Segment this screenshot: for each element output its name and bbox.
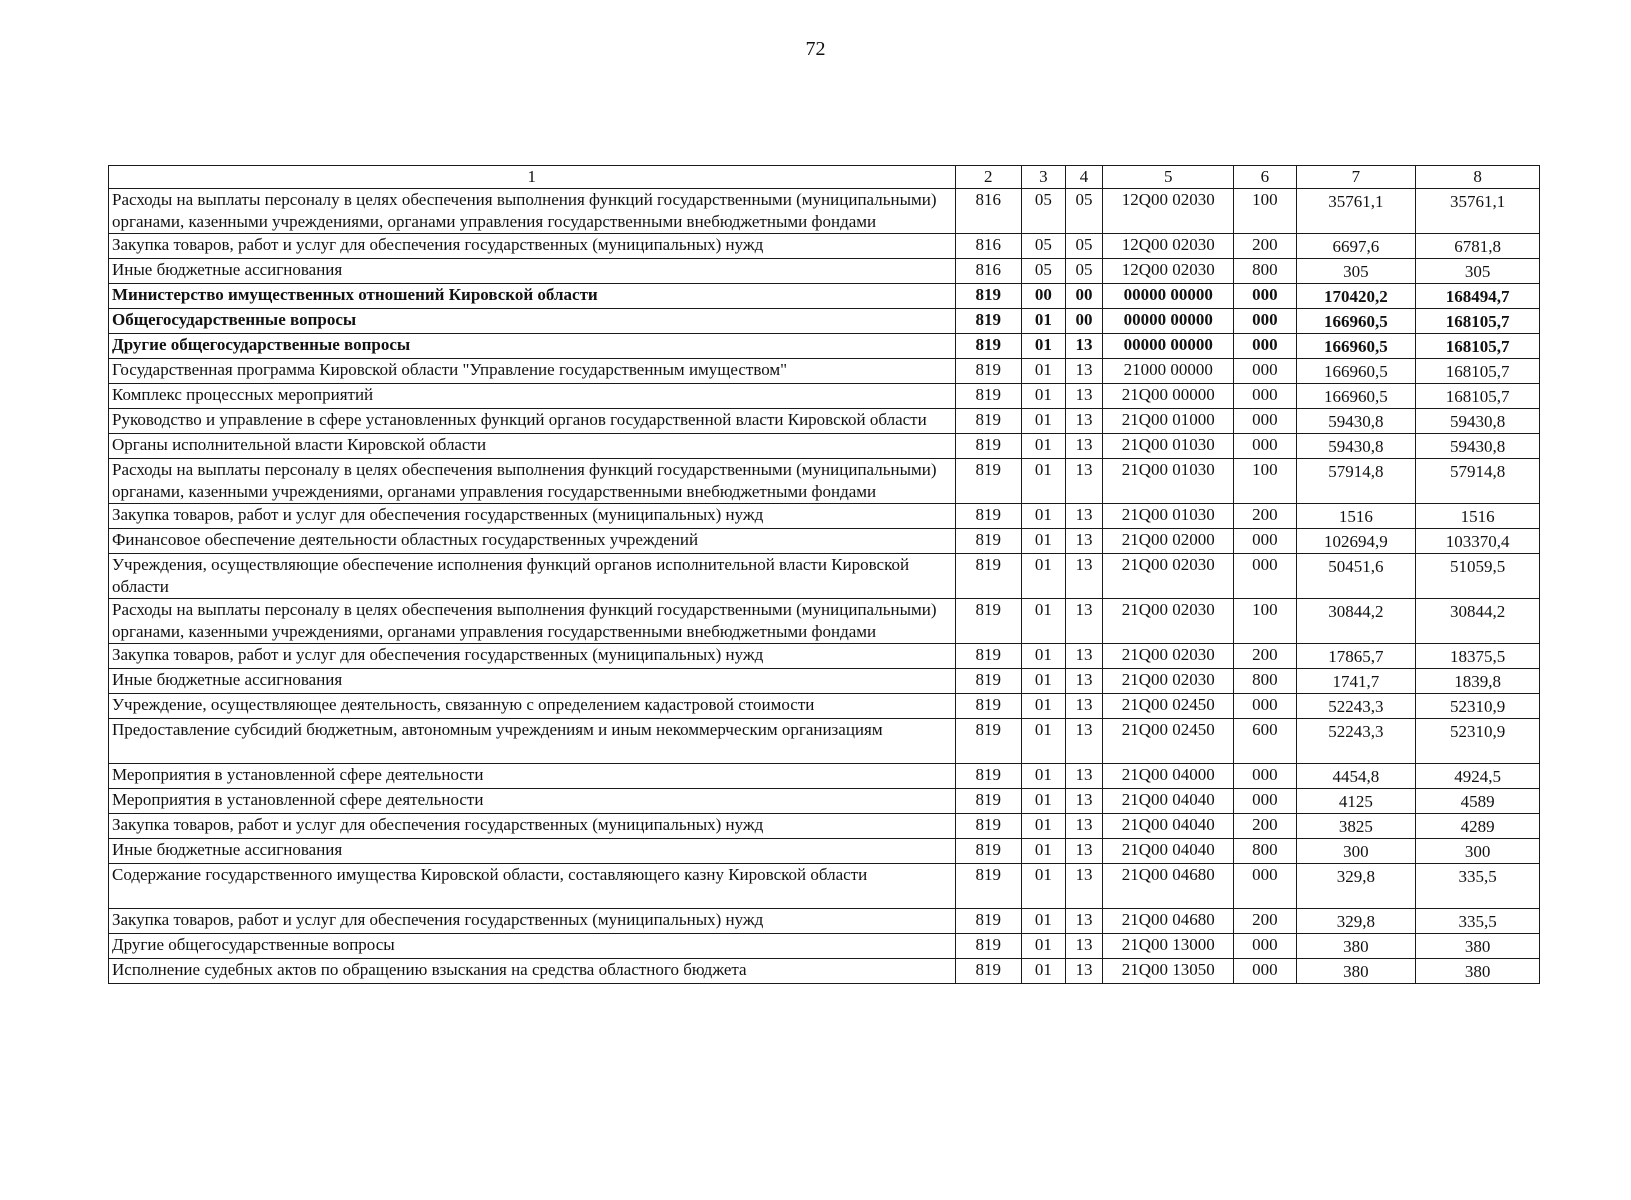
header-col-2: 2 <box>955 166 1022 189</box>
cell-expense-type: 800 <box>1234 259 1296 284</box>
cell-name: Государственная программа Кировской области "Управление государственным имуществом" <box>109 359 956 384</box>
cell-amount-2: 168105,7 <box>1416 334 1540 359</box>
cell-grbs: 819 <box>955 554 1022 599</box>
cell-name: Закупка товаров, работ и услуг для обеспечения государственных (муниципальных) нужд <box>109 234 956 259</box>
cell-amount-1: 166960,5 <box>1296 384 1416 409</box>
cell-grbs: 819 <box>955 669 1022 694</box>
cell-section: 01 <box>1022 599 1066 644</box>
table-row <box>109 599 1540 644</box>
cell-target-article: 21Q00 02030 <box>1103 554 1234 599</box>
cell-section: 01 <box>1022 309 1066 334</box>
cell-name: Мероприятия в установленной сфере деятельности <box>109 764 956 789</box>
cell-amount-1: 300 <box>1296 839 1416 864</box>
cell-expense-type: 000 <box>1234 694 1296 719</box>
table-body <box>109 189 1540 984</box>
cell-amount-2: 335,5 <box>1416 864 1540 909</box>
cell-subsection: 13 <box>1065 434 1102 459</box>
table-row <box>109 284 1540 309</box>
cell-grbs: 819 <box>955 864 1022 909</box>
cell-section: 01 <box>1022 669 1066 694</box>
cell-section: 01 <box>1022 359 1066 384</box>
cell-name: Расходы на выплаты персоналу в целях обеспечения выполнения функций государственными (муниципальными) органами, казенными учреждениями, органами управления государственными внебюджетными фондами <box>109 599 956 644</box>
cell-name: Закупка товаров, работ и услуг для обеспечения государственных (муниципальных) нужд <box>109 909 956 934</box>
cell-subsection: 13 <box>1065 959 1102 984</box>
cell-name: Министерство имущественных отношений Кировской области <box>109 284 956 309</box>
cell-grbs: 819 <box>955 309 1022 334</box>
cell-target-article: 21Q00 01030 <box>1103 459 1234 504</box>
cell-expense-type: 000 <box>1234 359 1296 384</box>
table-row <box>109 789 1540 814</box>
cell-grbs: 819 <box>955 599 1022 644</box>
cell-section: 05 <box>1022 189 1066 234</box>
header-col-1: 1 <box>109 166 956 189</box>
cell-subsection: 13 <box>1065 359 1102 384</box>
cell-expense-type: 200 <box>1234 814 1296 839</box>
cell-name: Учреждение, осуществляющее деятельность, связанную с определением кадастровой стоимости <box>109 694 956 719</box>
cell-target-article: 12Q00 02030 <box>1103 259 1234 284</box>
cell-expense-type: 000 <box>1234 384 1296 409</box>
cell-subsection: 13 <box>1065 909 1102 934</box>
cell-amount-2: 35761,1 <box>1416 189 1540 234</box>
table-row <box>109 434 1540 459</box>
table-row <box>109 189 1540 234</box>
cell-subsection: 13 <box>1065 669 1102 694</box>
cell-amount-2: 103370,4 <box>1416 529 1540 554</box>
cell-subsection: 13 <box>1065 504 1102 529</box>
cell-amount-1: 57914,8 <box>1296 459 1416 504</box>
cell-amount-1: 166960,5 <box>1296 309 1416 334</box>
cell-grbs: 819 <box>955 434 1022 459</box>
cell-target-article: 21Q00 13050 <box>1103 959 1234 984</box>
cell-section: 01 <box>1022 764 1066 789</box>
cell-subsection: 13 <box>1065 599 1102 644</box>
cell-grbs: 816 <box>955 259 1022 284</box>
cell-expense-type: 100 <box>1234 599 1296 644</box>
cell-name: Иные бюджетные ассигнования <box>109 259 956 284</box>
cell-amount-1: 329,8 <box>1296 864 1416 909</box>
cell-subsection: 13 <box>1065 409 1102 434</box>
cell-amount-1: 6697,6 <box>1296 234 1416 259</box>
cell-expense-type: 000 <box>1234 934 1296 959</box>
cell-amount-2: 4289 <box>1416 814 1540 839</box>
table-row <box>109 764 1540 789</box>
cell-target-article: 21Q00 01030 <box>1103 504 1234 529</box>
cell-amount-1: 17865,7 <box>1296 644 1416 669</box>
cell-expense-type: 200 <box>1234 504 1296 529</box>
cell-grbs: 819 <box>955 789 1022 814</box>
cell-expense-type: 800 <box>1234 669 1296 694</box>
table-row <box>109 384 1540 409</box>
cell-subsection: 13 <box>1065 694 1102 719</box>
cell-target-article: 21Q00 04040 <box>1103 789 1234 814</box>
table-row <box>109 234 1540 259</box>
table-row <box>109 459 1540 504</box>
cell-subsection: 13 <box>1065 644 1102 669</box>
cell-target-article: 21Q00 02450 <box>1103 694 1234 719</box>
cell-grbs: 819 <box>955 644 1022 669</box>
cell-target-article: 21Q00 04040 <box>1103 839 1234 864</box>
cell-amount-2: 4924,5 <box>1416 764 1540 789</box>
cell-name: Другие общегосударственные вопросы <box>109 334 956 359</box>
cell-target-article: 21Q00 02030 <box>1103 599 1234 644</box>
cell-amount-2: 168494,7 <box>1416 284 1540 309</box>
cell-target-article: 12Q00 02030 <box>1103 234 1234 259</box>
cell-subsection: 13 <box>1065 814 1102 839</box>
cell-expense-type: 000 <box>1234 334 1296 359</box>
cell-amount-1: 380 <box>1296 934 1416 959</box>
cell-expense-type: 200 <box>1234 909 1296 934</box>
cell-section: 00 <box>1022 284 1066 309</box>
cell-amount-1: 1741,7 <box>1296 669 1416 694</box>
table-row <box>109 959 1540 984</box>
cell-subsection: 13 <box>1065 764 1102 789</box>
cell-section: 01 <box>1022 694 1066 719</box>
cell-subsection: 00 <box>1065 309 1102 334</box>
cell-target-article: 21Q00 02030 <box>1103 644 1234 669</box>
cell-amount-2: 4589 <box>1416 789 1540 814</box>
cell-expense-type: 000 <box>1234 764 1296 789</box>
cell-name: Учреждения, осуществляющие обеспечение исполнения функций органов исполнительной власти Кировской области <box>109 554 956 599</box>
cell-amount-1: 59430,8 <box>1296 434 1416 459</box>
table-row <box>109 909 1540 934</box>
cell-grbs: 819 <box>955 694 1022 719</box>
cell-amount-1: 166960,5 <box>1296 359 1416 384</box>
cell-target-article: 21Q00 01000 <box>1103 409 1234 434</box>
cell-section: 01 <box>1022 334 1066 359</box>
cell-amount-2: 59430,8 <box>1416 434 1540 459</box>
cell-target-article: 21Q00 02000 <box>1103 529 1234 554</box>
cell-section: 01 <box>1022 434 1066 459</box>
table-row <box>109 359 1540 384</box>
header-col-4: 4 <box>1065 166 1102 189</box>
cell-grbs: 819 <box>955 529 1022 554</box>
cell-name: Исполнение судебных актов по обращению взыскания на средства областного бюджета <box>109 959 956 984</box>
cell-section: 01 <box>1022 864 1066 909</box>
cell-expense-type: 000 <box>1234 434 1296 459</box>
cell-grbs: 819 <box>955 334 1022 359</box>
cell-name: Иные бюджетные ассигнования <box>109 839 956 864</box>
table-row <box>109 259 1540 284</box>
cell-amount-2: 335,5 <box>1416 909 1540 934</box>
page-number: 72 <box>805 38 826 60</box>
cell-expense-type: 100 <box>1234 189 1296 234</box>
cell-section: 01 <box>1022 384 1066 409</box>
cell-expense-type: 800 <box>1234 839 1296 864</box>
cell-name: Финансовое обеспечение деятельности областных государственных учреждений <box>109 529 956 554</box>
cell-subsection: 13 <box>1065 384 1102 409</box>
budget-table <box>108 165 1540 984</box>
cell-amount-1: 30844,2 <box>1296 599 1416 644</box>
cell-target-article: 21Q00 04000 <box>1103 764 1234 789</box>
cell-amount-1: 305 <box>1296 259 1416 284</box>
cell-subsection: 13 <box>1065 719 1102 764</box>
cell-section: 01 <box>1022 839 1066 864</box>
cell-subsection: 05 <box>1065 189 1102 234</box>
cell-section: 05 <box>1022 259 1066 284</box>
header-col-3: 3 <box>1022 166 1066 189</box>
cell-expense-type: 200 <box>1234 644 1296 669</box>
cell-grbs: 819 <box>955 814 1022 839</box>
header-row <box>109 166 1540 189</box>
header-col-5: 5 <box>1103 166 1234 189</box>
cell-target-article: 00000 00000 <box>1103 334 1234 359</box>
table-row <box>109 504 1540 529</box>
cell-expense-type: 100 <box>1234 459 1296 504</box>
cell-name: Закупка товаров, работ и услуг для обеспечения государственных (муниципальных) нужд <box>109 644 956 669</box>
cell-amount-2: 168105,7 <box>1416 359 1540 384</box>
cell-expense-type: 000 <box>1234 554 1296 599</box>
cell-grbs: 819 <box>955 504 1022 529</box>
cell-grbs: 819 <box>955 839 1022 864</box>
cell-expense-type: 200 <box>1234 234 1296 259</box>
table-row <box>109 409 1540 434</box>
cell-expense-type: 000 <box>1234 409 1296 434</box>
cell-expense-type: 000 <box>1234 959 1296 984</box>
cell-section: 01 <box>1022 814 1066 839</box>
table-row <box>109 864 1540 909</box>
cell-target-article: 21Q00 04040 <box>1103 814 1234 839</box>
cell-expense-type: 000 <box>1234 309 1296 334</box>
cell-amount-2: 52310,9 <box>1416 719 1540 764</box>
cell-section: 01 <box>1022 789 1066 814</box>
cell-target-article: 12Q00 02030 <box>1103 189 1234 234</box>
cell-target-article: 21Q00 13000 <box>1103 934 1234 959</box>
cell-name: Общегосударственные вопросы <box>109 309 956 334</box>
cell-grbs: 819 <box>955 459 1022 504</box>
cell-subsection: 13 <box>1065 529 1102 554</box>
cell-name: Содержание государственного имущества Кировской области, составляющего казну Кировской области <box>109 864 956 909</box>
cell-amount-1: 102694,9 <box>1296 529 1416 554</box>
cell-amount-1: 1516 <box>1296 504 1416 529</box>
cell-amount-1: 3825 <box>1296 814 1416 839</box>
cell-grbs: 819 <box>955 764 1022 789</box>
cell-name: Закупка товаров, работ и услуг для обеспечения государственных (муниципальных) нужд <box>109 504 956 529</box>
cell-target-article: 00000 00000 <box>1103 309 1234 334</box>
cell-section: 01 <box>1022 409 1066 434</box>
cell-subsection: 13 <box>1065 934 1102 959</box>
cell-amount-2: 52310,9 <box>1416 694 1540 719</box>
cell-amount-2: 1516 <box>1416 504 1540 529</box>
cell-amount-2: 305 <box>1416 259 1540 284</box>
cell-amount-2: 380 <box>1416 934 1540 959</box>
table-row <box>109 814 1540 839</box>
cell-expense-type: 600 <box>1234 719 1296 764</box>
table-row <box>109 334 1540 359</box>
cell-grbs: 819 <box>955 384 1022 409</box>
cell-name: Расходы на выплаты персоналу в целях обеспечения выполнения функций государственными (муниципальными) органами, казенными учреждениями, органами управления государственными внебюджетными фондами <box>109 189 956 234</box>
cell-grbs: 819 <box>955 719 1022 764</box>
cell-section: 01 <box>1022 554 1066 599</box>
cell-section: 01 <box>1022 459 1066 504</box>
cell-amount-1: 52243,3 <box>1296 694 1416 719</box>
cell-amount-1: 52243,3 <box>1296 719 1416 764</box>
cell-name: Расходы на выплаты персоналу в целях обеспечения выполнения функций государственными (муниципальными) органами, казенными учреждениями, органами управления государственными внебюджетными фондами <box>109 459 956 504</box>
cell-section: 01 <box>1022 644 1066 669</box>
table-row <box>109 529 1540 554</box>
cell-amount-2: 18375,5 <box>1416 644 1540 669</box>
cell-name: Комплекс процессных мероприятий <box>109 384 956 409</box>
cell-amount-2: 57914,8 <box>1416 459 1540 504</box>
cell-subsection: 13 <box>1065 334 1102 359</box>
cell-target-article: 21Q00 00000 <box>1103 384 1234 409</box>
cell-section: 01 <box>1022 934 1066 959</box>
cell-grbs: 819 <box>955 959 1022 984</box>
cell-section: 01 <box>1022 909 1066 934</box>
cell-grbs: 819 <box>955 409 1022 434</box>
table-row <box>109 644 1540 669</box>
cell-amount-1: 4125 <box>1296 789 1416 814</box>
cell-name: Иные бюджетные ассигнования <box>109 669 956 694</box>
header-col-6: 6 <box>1234 166 1296 189</box>
cell-subsection: 05 <box>1065 234 1102 259</box>
cell-amount-2: 51059,5 <box>1416 554 1540 599</box>
cell-amount-1: 35761,1 <box>1296 189 1416 234</box>
cell-name: Закупка товаров, работ и услуг для обеспечения государственных (муниципальных) нужд <box>109 814 956 839</box>
cell-amount-1: 170420,2 <box>1296 284 1416 309</box>
cell-target-article: 21000 00000 <box>1103 359 1234 384</box>
table-row <box>109 934 1540 959</box>
cell-name: Органы исполнительной власти Кировской области <box>109 434 956 459</box>
cell-amount-1: 329,8 <box>1296 909 1416 934</box>
cell-subsection: 13 <box>1065 459 1102 504</box>
cell-amount-2: 59430,8 <box>1416 409 1540 434</box>
cell-amount-2: 168105,7 <box>1416 309 1540 334</box>
cell-grbs: 819 <box>955 284 1022 309</box>
header-col-7: 7 <box>1296 166 1416 189</box>
cell-amount-1: 59430,8 <box>1296 409 1416 434</box>
cell-section: 01 <box>1022 529 1066 554</box>
cell-amount-1: 4454,8 <box>1296 764 1416 789</box>
cell-amount-1: 166960,5 <box>1296 334 1416 359</box>
cell-target-article: 21Q00 02450 <box>1103 719 1234 764</box>
cell-amount-2: 380 <box>1416 959 1540 984</box>
cell-subsection: 13 <box>1065 554 1102 599</box>
table-row <box>109 694 1540 719</box>
cell-grbs: 816 <box>955 234 1022 259</box>
cell-subsection: 13 <box>1065 789 1102 814</box>
cell-name: Руководство и управление в сфере установленных функций органов государственной власти Кировской области <box>109 409 956 434</box>
table-row <box>109 839 1540 864</box>
cell-name: Другие общегосударственные вопросы <box>109 934 956 959</box>
cell-section: 05 <box>1022 234 1066 259</box>
cell-subsection: 13 <box>1065 864 1102 909</box>
cell-expense-type: 000 <box>1234 789 1296 814</box>
cell-amount-2: 168105,7 <box>1416 384 1540 409</box>
table-row <box>109 669 1540 694</box>
cell-target-article: 00000 00000 <box>1103 284 1234 309</box>
cell-section: 01 <box>1022 504 1066 529</box>
cell-amount-2: 1839,8 <box>1416 669 1540 694</box>
cell-amount-2: 30844,2 <box>1416 599 1540 644</box>
cell-target-article: 21Q00 04680 <box>1103 864 1234 909</box>
cell-name: Мероприятия в установленной сфере деятельности <box>109 789 956 814</box>
table-row <box>109 554 1540 599</box>
cell-target-article: 21Q00 02030 <box>1103 669 1234 694</box>
cell-subsection: 05 <box>1065 259 1102 284</box>
cell-amount-1: 50451,6 <box>1296 554 1416 599</box>
header-col-8: 8 <box>1416 166 1540 189</box>
cell-grbs: 816 <box>955 189 1022 234</box>
cell-expense-type: 000 <box>1234 529 1296 554</box>
table-row <box>109 719 1540 764</box>
cell-subsection: 00 <box>1065 284 1102 309</box>
cell-amount-2: 300 <box>1416 839 1540 864</box>
cell-grbs: 819 <box>955 934 1022 959</box>
cell-target-article: 21Q00 04680 <box>1103 909 1234 934</box>
table-row <box>109 309 1540 334</box>
cell-amount-1: 380 <box>1296 959 1416 984</box>
cell-section: 01 <box>1022 719 1066 764</box>
cell-target-article: 21Q00 01030 <box>1103 434 1234 459</box>
cell-expense-type: 000 <box>1234 864 1296 909</box>
cell-grbs: 819 <box>955 359 1022 384</box>
cell-subsection: 13 <box>1065 839 1102 864</box>
cell-amount-2: 6781,8 <box>1416 234 1540 259</box>
cell-section: 01 <box>1022 959 1066 984</box>
cell-expense-type: 000 <box>1234 284 1296 309</box>
cell-name: Предоставление субсидий бюджетным, автономным учреждениям и иным некоммерческим организациям <box>109 719 956 764</box>
cell-grbs: 819 <box>955 909 1022 934</box>
